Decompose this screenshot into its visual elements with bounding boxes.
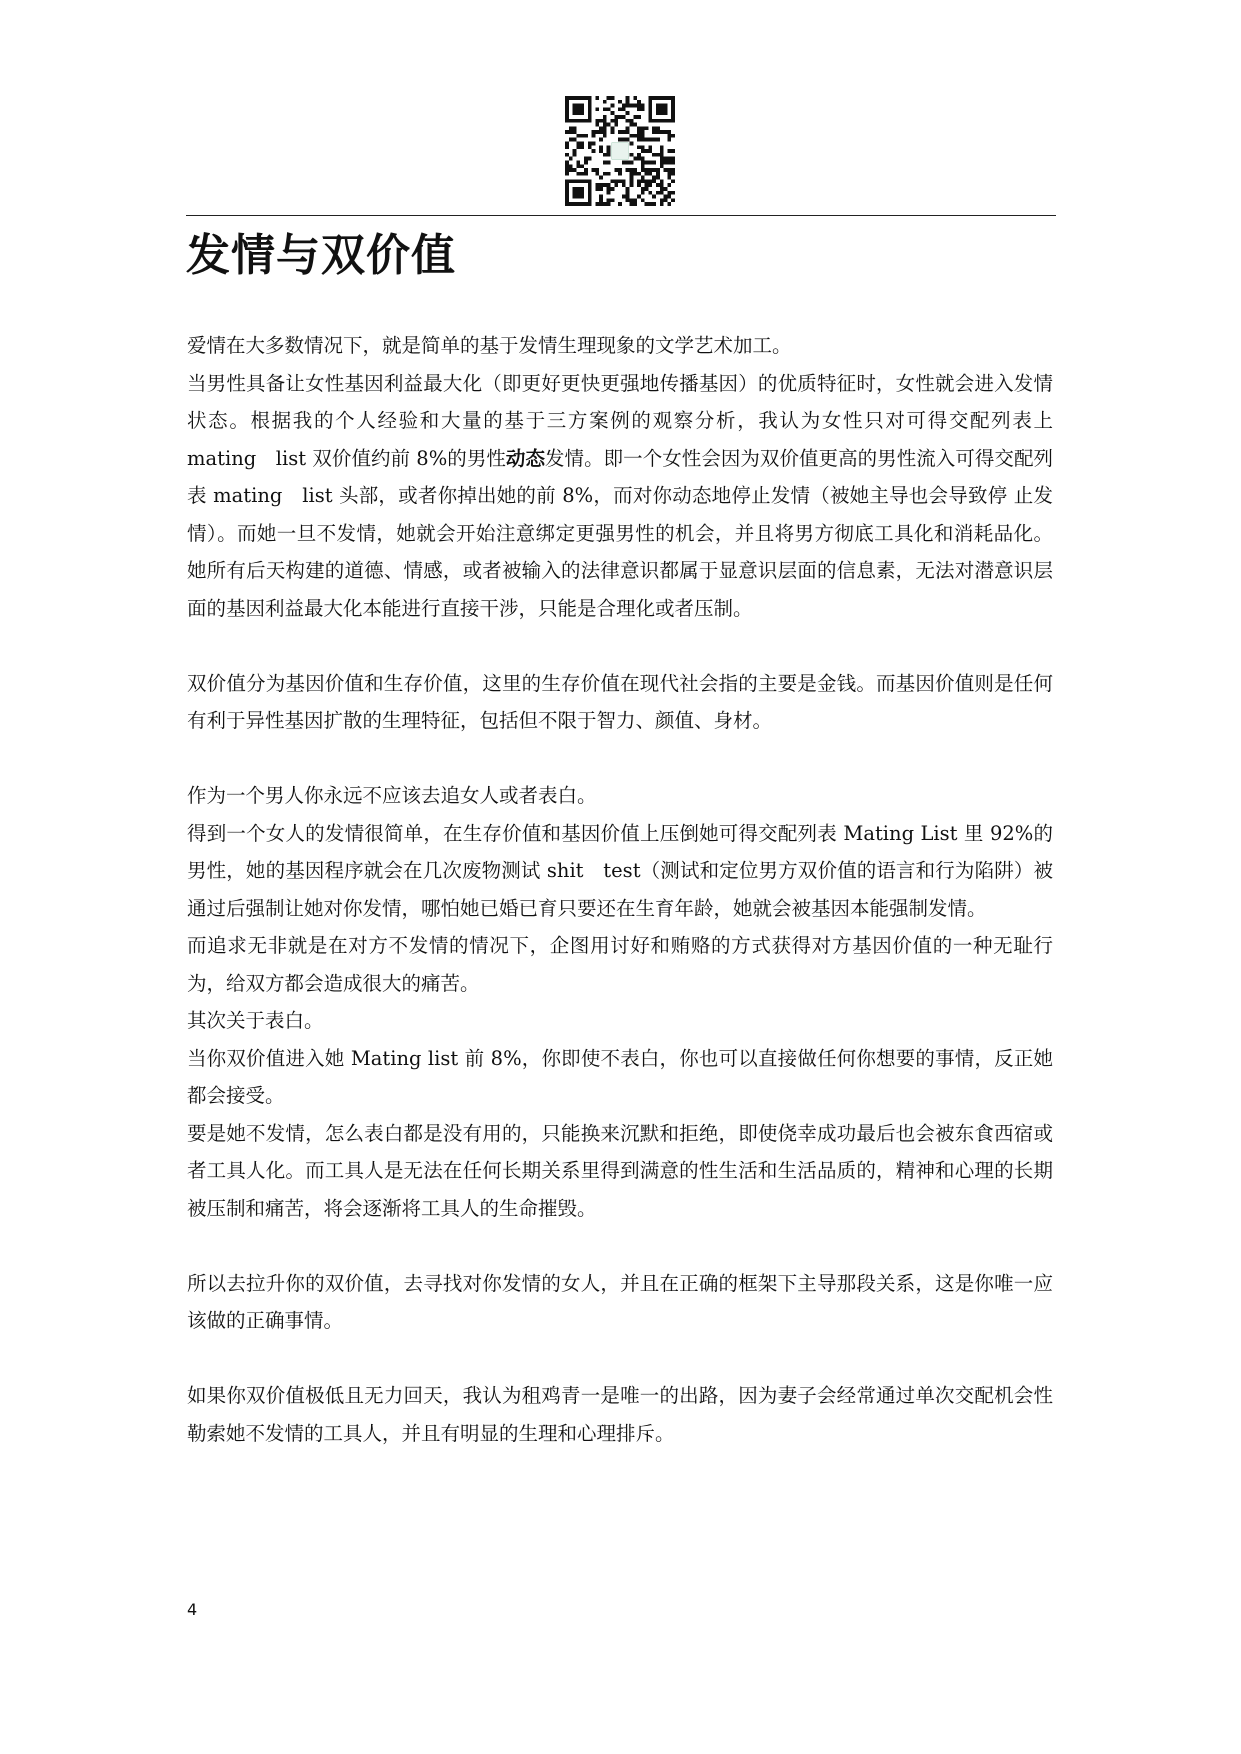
paragraph: 所以去拉升你的双价值，去寻找对你发情的女人，并且在正确的框架下主导那段关系，这是你唯一应该做的正确事情。	[187, 1271, 1053, 1332]
paragraph-gap	[187, 627, 1053, 665]
header-divider	[186, 215, 1056, 216]
page-title: 发情与双价值	[186, 230, 456, 281]
paragraph-gap	[187, 1227, 1053, 1265]
paragraph: 其次关于表白。	[187, 1009, 324, 1032]
paragraph: 如果你双价值极低且无力回天，我认为租鸡青一是唯一的出路，因为妻子会经常通过单次交配机会性勒索她不发情的工具人，并且有明显的生理和心理排斥。	[187, 1384, 1053, 1445]
paragraph-gap	[187, 1340, 1053, 1378]
paragraph: 双价值分为基因价值和生存价值，这里的生存价值在现代社会指的主要是金钱。而基因价值则是任何有利于异性基因扩散的生理特征，包括但不限于智力、颜值、身材。	[187, 671, 1053, 732]
paragraph: 作为一个男人你永远不应该去追女人或者表白。	[187, 784, 597, 807]
emphasis-text: 动态	[505, 446, 545, 470]
paragraph: 得到一个女人的发情很简单，在生存价值和基因价值上压倒她可得交配列表 Mating List 里 92%的男性，她的基因程序就会在几次废物测试 shit test（测试和定位男方双价值的语言和行为陷阱）被通过后强制让她对你发情，哪怕她已婚已育只要还在生育年龄，她就会被基因本能强制发情。	[187, 821, 1053, 920]
paragraph: 当你双价值进入她 Mating list 前 8%，你即使不表白，你也可以直接做任何你想要的事情，反正她都会接受。	[187, 1046, 1053, 1107]
paragraph: 要是她不发情，怎么表白都是没有用的，只能换来沉默和拒绝，即使侥幸成功最后也会被东食西宿或者工具人化。而工具人是无法在任何长期关系里得到满意的性生活和生活品质的，精神和心理的长期被压制和痛苦，将会逐渐将工具人的生命摧毁。	[187, 1121, 1053, 1220]
paragraph: 爱情在大多数情况下，就是简单的基于发情生理现象的文学艺术加工。	[187, 334, 792, 357]
qr-code-icon	[565, 96, 675, 206]
paragraph: 而追求无非就是在对方不发情的情况下，企图用讨好和贿赂的方式获得对方基因价值的一种无耻行为，给双方都会造成很大的痛苦。	[187, 934, 1053, 995]
paragraph-gap	[187, 740, 1053, 778]
paragraph: 当男性具备让女性基因利益最大化（即更好更快更强地传播基因）的优质特征时，女性就会进入发情状态。根据我的个人经验和大量的基于三方案例的观察分析，我认为女性只对可得交配列表上 mating list 双价值约前 8%的男性动态发情。即一个女性会因为双价值更高的男性流入可得交配列表 mating list 头部，或者你掉出她的前 8%，而对你动态地停止发情（被她主导也会导致停 止发情）。而她一旦不发情，她就会开始注意绑定更强男性的机会，并且将男方彻底工具化和消耗品化。她所有后天构建的道德、情感，或者被输入的法律意识都属于显意识层面的信息素，无法对潜意识层面的基因利益最大化本能进行直接干涉，只能是合理化或者压制。	[187, 371, 1053, 620]
article-body	[187, 327, 1053, 1452]
page-number: 4	[187, 1600, 198, 1619]
